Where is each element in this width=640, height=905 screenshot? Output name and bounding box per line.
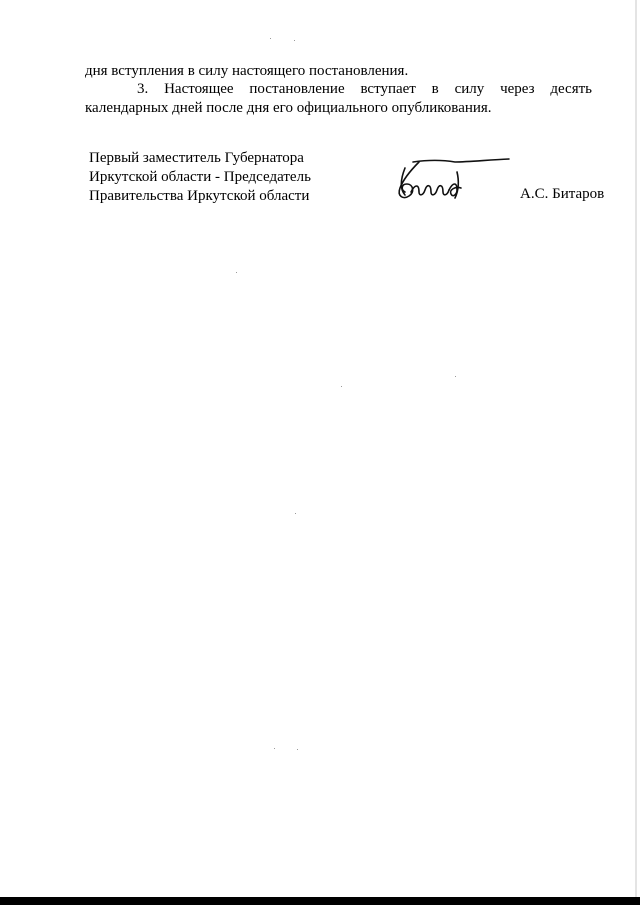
signatory-position bbox=[89, 149, 311, 206]
scan-right-edge bbox=[635, 0, 637, 905]
scan-speck bbox=[294, 40, 295, 41]
scan-speck bbox=[455, 376, 456, 377]
scan-speck bbox=[297, 749, 298, 750]
signatory-position-line-2: Иркутской области - Председатель bbox=[89, 169, 311, 185]
scan-speck bbox=[295, 513, 296, 514]
scan-bottom-border bbox=[0, 897, 640, 905]
signatory-position-line-1: Первый заместитель Губернатора bbox=[89, 150, 304, 166]
scan-speck bbox=[274, 748, 275, 749]
scan-speck bbox=[341, 386, 342, 387]
signatory-name: А.С. Битаров bbox=[520, 186, 605, 202]
paragraph-continuation: дня вступления в силу настоящего постановления. bbox=[85, 63, 409, 79]
scan-speck bbox=[236, 272, 237, 273]
handwritten-signature bbox=[383, 150, 513, 220]
paragraph-3: 3. Настоящее постановление вступает в силу через десять календарных дней после дня его официального опубликования. bbox=[85, 81, 592, 116]
scan-speck bbox=[270, 38, 271, 39]
signatory-position-line-3: Правительства Иркутской области bbox=[89, 188, 310, 204]
